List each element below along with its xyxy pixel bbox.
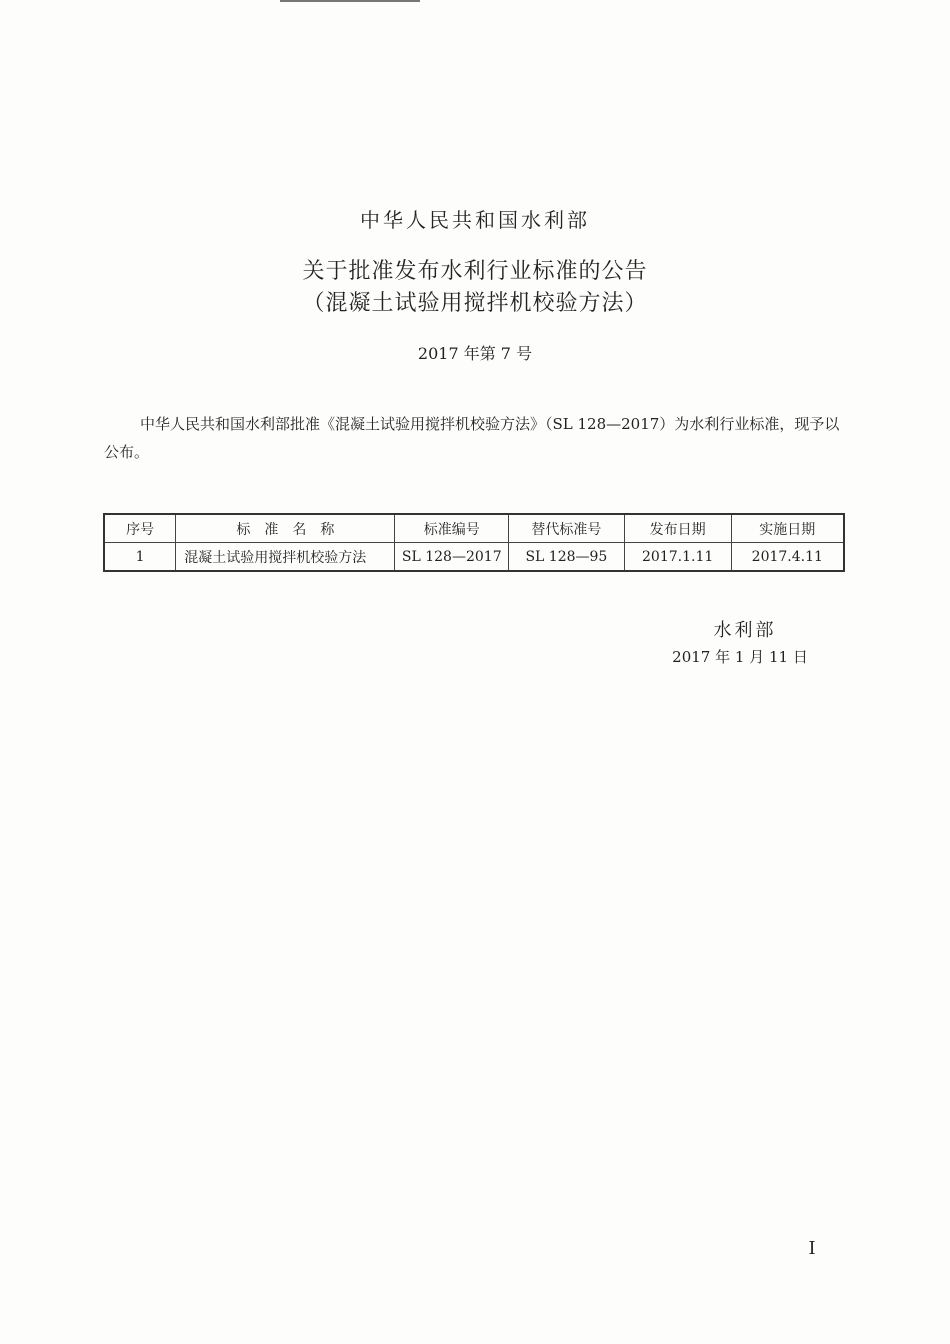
cell-replaced-code: SL 128—95 xyxy=(509,543,625,572)
announcement-paragraph: 中华人民共和国水利部批准《混凝土试验用搅拌机校验方法》（SL 128—2017）为水利行业标准，现予以公布。 xyxy=(104,415,840,461)
ministry-name: 中华人民共和国水利部 xyxy=(360,208,590,232)
cell-effective-date: 2017.4.11 xyxy=(731,543,844,572)
signature-organization: 水利部 xyxy=(713,620,777,641)
document-number: 2017 年第 7 号 xyxy=(417,344,533,363)
header-serial: 序号 xyxy=(104,514,176,543)
cell-release-date: 2017.1.11 xyxy=(624,543,731,572)
header-effective-date: 实施日期 xyxy=(731,514,844,543)
header-standard-code: 标准编号 xyxy=(395,514,509,543)
header-release-date: 发布日期 xyxy=(624,514,731,543)
cell-standard-code: SL 128—2017 xyxy=(395,543,509,572)
header-standard-name: 标 准 名 称 xyxy=(176,514,395,543)
signature-date: 2017 年 1 月 11 日 xyxy=(672,648,808,666)
cell-serial: 1 xyxy=(104,543,176,572)
announcement-title xyxy=(0,256,950,320)
title-line-1: 关于批准发布水利行业标准的公告 xyxy=(302,259,648,284)
standards-table xyxy=(103,513,845,572)
header-replaced-code: 替代标准号 xyxy=(509,514,625,543)
table-row xyxy=(104,543,844,572)
top-rule xyxy=(280,0,420,2)
page-number: I xyxy=(808,1238,816,1259)
cell-standard-name: 混凝土试验用搅拌机校验方法 xyxy=(176,543,395,572)
title-line-2: （混凝土试验用搅拌机校验方法） xyxy=(302,291,648,316)
table-header-row xyxy=(104,514,844,543)
